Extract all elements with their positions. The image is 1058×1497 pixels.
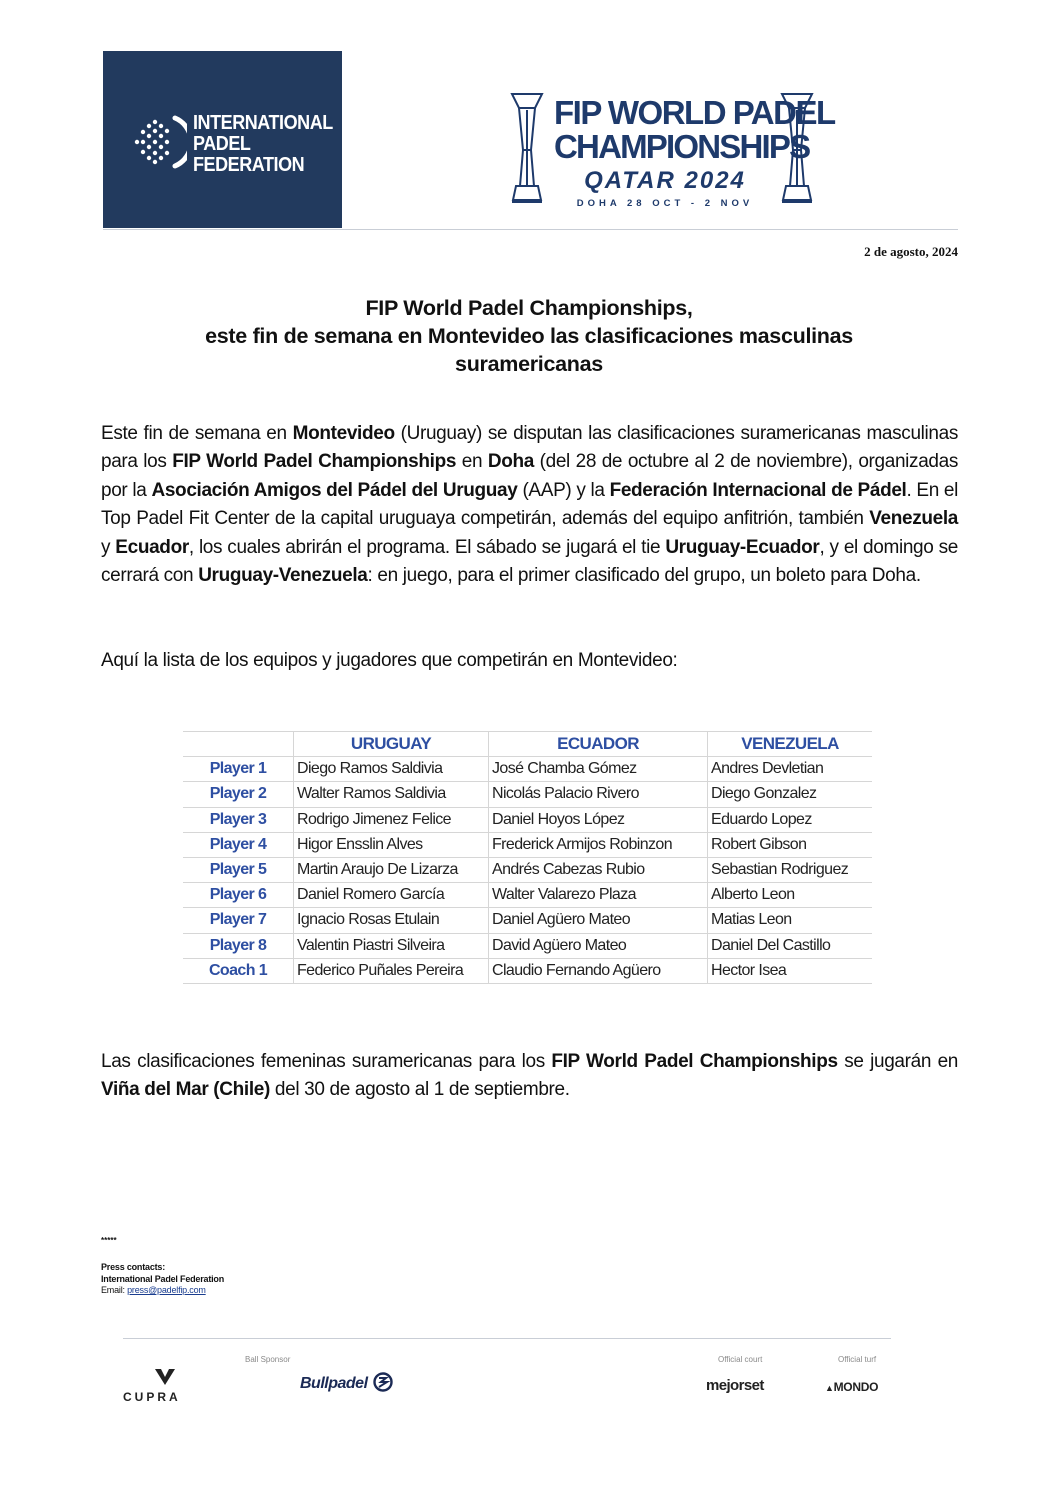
championship-logo-line-4: DOHA 28 OCT - 2 NOV [576, 198, 754, 209]
championship-logo-line-2: CHAMPIONSHIPS [554, 128, 810, 165]
text-run: y [101, 536, 116, 558]
sponsor-caption-court: Official court [718, 1355, 763, 1364]
ecuador-player: José Chamba Gómez [489, 757, 708, 782]
text-run: del 30 de agosto al 1 de septiembre. [269, 1079, 570, 1101]
text-run: (del 28 de octubre al 2 de noviembre), organizadas por la [101, 451, 959, 501]
sponsor-caption-ball: Ball Sponsor [245, 1355, 291, 1364]
bold-run: Uruguay-Venezuela [198, 565, 368, 587]
mondo-logo-icon: ▲ [825, 1383, 834, 1393]
uruguay-player: Valentin Piastri Silveira [294, 933, 489, 958]
teams-table [183, 731, 872, 984]
email-label: Email: [101, 1285, 128, 1295]
mondo-wordmark: MONDO [833, 1380, 879, 1394]
text-run: (AAP) y la [517, 479, 610, 501]
ecuador-player: Nicolás Palacio Rivero [489, 782, 708, 807]
bold-run: Uruguay-Ecuador [665, 536, 820, 558]
venezuela-player: Matias Leon [708, 908, 873, 933]
press-contacts [101, 1262, 224, 1297]
venezuela-player: Sebastian Rodriguez [708, 857, 873, 882]
player-role: Player 1 [183, 757, 294, 782]
venezuela-player: Daniel Del Castillo [708, 933, 873, 958]
ecuador-player: Daniel Agüero Mateo [489, 908, 708, 933]
uruguay-player: Diego Ramos Saldivia [294, 757, 489, 782]
text-run: , y el domingo se cerrará con [101, 536, 958, 587]
cupra-logo-icon [154, 1368, 176, 1391]
body-paragraph-1 [101, 420, 958, 590]
uruguay-player: Rodrigo Jimenez Felice [294, 807, 489, 832]
championship-logo-line-3: QATAR 2024 [584, 167, 746, 194]
ipf-line-1: INTERNATIONAL [193, 112, 333, 134]
venezuela-player: Robert Gibson [708, 832, 873, 857]
separator-stars: ***** [101, 1236, 117, 1245]
ecuador-player: Claudio Fernando Agüero [489, 958, 708, 983]
body-paragraph-2: Aquí la lista de los equipos y jugadores que competirán en Montevideo: [101, 650, 678, 671]
text-run: Este fin de semana en [101, 423, 293, 444]
uruguay-player: Federico Puñales Pereira [294, 958, 489, 983]
press-release-title [100, 294, 958, 378]
player-role: Player 4 [183, 832, 294, 857]
bold-run: Venezuela [869, 508, 958, 530]
press-contacts-organization: International Padel Federation [101, 1273, 225, 1284]
ecuador-player: David Agüero Mateo [489, 933, 708, 958]
player-role: Coach 1 [183, 958, 294, 983]
table-row [183, 832, 872, 857]
ipf-wordmark [193, 113, 333, 176]
venezuela-player: Hector Isea [708, 958, 873, 983]
table-header-row [183, 732, 872, 757]
uruguay-player: Daniel Romero García [294, 883, 489, 908]
table-row [183, 933, 872, 958]
table-row [183, 782, 872, 807]
bullpadel-wordmark: Bullpadel [300, 1375, 368, 1392]
table-row [183, 883, 872, 908]
table-header-uruguay: URUGUAY [294, 732, 489, 757]
table-row [183, 857, 872, 882]
player-role: Player 6 [183, 883, 294, 908]
table-row [183, 958, 872, 983]
player-role: Player 2 [183, 782, 294, 807]
ipf-logo [103, 51, 342, 228]
bold-run: Viña del Mar (Chile) [101, 1079, 270, 1101]
uruguay-player: Walter Ramos Saldivia [294, 782, 489, 807]
ecuador-player: Frederick Armijos Robinzon [489, 832, 708, 857]
table-header-blank [183, 732, 294, 757]
press-contacts-email-row [101, 1285, 224, 1297]
table-row [183, 908, 872, 933]
venezuela-player: Andres Devletian [708, 757, 873, 782]
email-link[interactable]: press@padelfip.com [127, 1285, 206, 1295]
uruguay-player: Ignacio Rosas Etulain [294, 908, 489, 933]
bold-run: FIP World Padel Championships [551, 1051, 838, 1072]
venezuela-player: Diego Gonzalez [708, 782, 873, 807]
text-run: , los cuales abrirán el programa. El sábado se jugará el tie [188, 536, 666, 558]
sponsor-mejorset: mejorset [706, 1377, 764, 1394]
text-run: . En el Top Padel Fit Center de la capital uruguaya competirán, además del equipo anfitrión, también [101, 479, 959, 530]
sponsor-mondo [825, 1380, 878, 1394]
padel-racket-dots-icon [131, 114, 187, 170]
player-role: Player 7 [183, 908, 294, 933]
sponsor-bullpadel [300, 1372, 395, 1393]
press-contacts-label: Press contacts: [101, 1262, 166, 1272]
ecuador-player: Daniel Hoyos López [489, 807, 708, 832]
championship-logo-line-1: FIP WORLD PADEL [554, 94, 835, 131]
bold-run: FIP World Padel Championships [172, 451, 457, 473]
bold-run: Asociación Amigos del Pádel del Uruguay [151, 479, 518, 501]
table-header-ecuador: ECUADOR [489, 732, 708, 757]
text-run: : en juego, para el primer clasificado del grupo, un boleto para Doha. [367, 565, 921, 587]
venezuela-player: Eduardo Lopez [708, 807, 873, 832]
uruguay-player: Higor Ensslin Alves [294, 832, 489, 857]
text-run: (Uruguay) se disputan las clasificaciones suramericanas masculinas para los [101, 423, 958, 473]
text-run: Las clasificaciones femeninas suramericanas para los [101, 1051, 552, 1072]
title-line-3: suramericanas [455, 352, 603, 376]
bold-run: Montevideo [292, 423, 395, 444]
bold-run: Ecuador [115, 536, 189, 558]
ipf-line-3: FEDERATION [193, 154, 305, 176]
championship-logo [508, 90, 835, 214]
table-row [183, 757, 872, 782]
title-line-2: este fin de semana en Montevideo las clasificaciones masculinas [205, 324, 853, 348]
sponsor-caption-turf: Official turf [838, 1355, 877, 1364]
uruguay-player: Martin Araujo De Lizarza [294, 857, 489, 882]
player-role: Player 8 [183, 933, 294, 958]
bold-run: Doha [487, 451, 534, 473]
bullpadel-logo-icon [371, 1372, 395, 1392]
table-row [183, 807, 872, 832]
text-run: se jugarán en [837, 1051, 959, 1072]
press-release-date: 2 de agosto, 2024 [864, 244, 958, 259]
body-paragraph-3 [101, 1048, 958, 1105]
teams-table-body [183, 757, 872, 984]
footer-divider [123, 1338, 891, 1339]
trophy-icon [508, 90, 546, 208]
ecuador-player: Andrés Cabezas Rubio [489, 857, 708, 882]
player-role: Player 5 [183, 857, 294, 882]
text-run: en [456, 451, 488, 473]
sponsor-cupra: CUPRA [123, 1390, 181, 1404]
player-role: Player 3 [183, 807, 294, 832]
header-divider [103, 229, 958, 230]
venezuela-player: Alberto Leon [708, 883, 873, 908]
ecuador-player: Walter Valarezo Plaza [489, 883, 708, 908]
bold-run: Federación Internacional de Pádel [609, 479, 907, 501]
table-header-venezuela: VENEZUELA [708, 732, 873, 757]
ipf-line-2: PADEL [193, 133, 251, 155]
title-line-1: FIP World Padel Championships, [365, 296, 693, 320]
